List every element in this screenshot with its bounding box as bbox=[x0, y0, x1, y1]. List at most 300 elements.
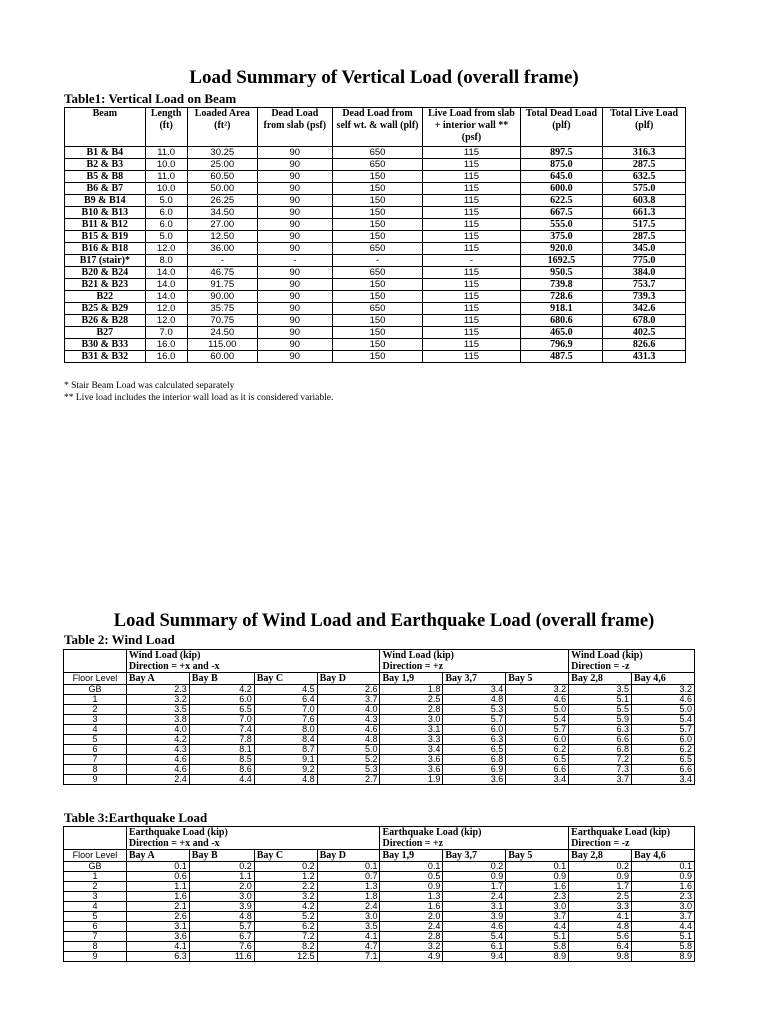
table1-cell: 150 bbox=[332, 207, 423, 219]
table3-value-cell: 3.1 bbox=[443, 902, 506, 912]
table2-value-cell: 3.2 bbox=[126, 695, 189, 705]
table1-cell: - bbox=[332, 255, 423, 267]
table3-value-cell: 6.4 bbox=[569, 942, 632, 952]
table2-value-cell: 3.2 bbox=[506, 685, 569, 695]
table3-value-cell: 5.1 bbox=[632, 932, 695, 942]
table1-row bbox=[65, 291, 686, 303]
table3-value-cell: 4.1 bbox=[569, 912, 632, 922]
table3-value-cell: 2.6 bbox=[126, 912, 189, 922]
table2-value-cell: 4.8 bbox=[443, 695, 506, 705]
table3-value-cell: 9.8 bbox=[569, 952, 632, 962]
table2-value-cell: 6.0 bbox=[632, 735, 695, 745]
table1-cell: 150 bbox=[332, 231, 423, 243]
table2-value-cell: 6.5 bbox=[632, 755, 695, 765]
table1-cell: 150 bbox=[332, 351, 423, 363]
table1-cell: 115 bbox=[423, 171, 520, 183]
table3-value-cell: 5.1 bbox=[506, 932, 569, 942]
table1-cell: 465.0 bbox=[520, 327, 603, 339]
table1-cell: 46.75 bbox=[187, 267, 257, 279]
table1-cell: 25.00 bbox=[187, 159, 257, 171]
table2-value-cell: 6.5 bbox=[506, 755, 569, 765]
table1-cell: 90 bbox=[258, 315, 333, 327]
table1-cell: 30.25 bbox=[187, 147, 257, 159]
table1-cell: 753.7 bbox=[603, 279, 686, 291]
table3-value-cell: 0.9 bbox=[569, 872, 632, 882]
table3-value-cell: 2.1 bbox=[126, 902, 189, 912]
table2-bay-row bbox=[64, 673, 695, 685]
table1-cell: 60.00 bbox=[187, 351, 257, 363]
table2-floor-cell: 5 bbox=[64, 735, 127, 745]
table3-value-cell: 4.8 bbox=[189, 912, 254, 922]
table1-cell: 115 bbox=[423, 243, 520, 255]
table3-value-cell: 4.9 bbox=[380, 952, 443, 962]
table1-cell: 150 bbox=[332, 279, 423, 291]
table1-cell: 728.6 bbox=[520, 291, 603, 303]
table3-value-cell: 8.9 bbox=[632, 952, 695, 962]
table2-value-cell: 7.0 bbox=[254, 705, 317, 715]
table1-cell: 115 bbox=[423, 315, 520, 327]
table3-bay-header: Bay 1,9 bbox=[380, 850, 443, 862]
table1-cell: 115 bbox=[423, 159, 520, 171]
table1-cell: 402.5 bbox=[603, 327, 686, 339]
table1-cell: - bbox=[258, 255, 333, 267]
table1-cell: 661.3 bbox=[603, 207, 686, 219]
table3-row bbox=[64, 862, 695, 872]
table3-value-cell: 12.5 bbox=[254, 952, 317, 962]
table2-value-cell: 5.1 bbox=[569, 695, 632, 705]
table3-value-cell: 2.4 bbox=[443, 892, 506, 902]
table3-floor-cell: 9 bbox=[64, 952, 127, 962]
table1-cell: B15 & B19 bbox=[65, 231, 146, 243]
table3-row bbox=[64, 952, 695, 962]
table2-value-cell: 2.5 bbox=[380, 695, 443, 705]
table1-cell: 645.0 bbox=[520, 171, 603, 183]
table1-cell: 650 bbox=[332, 303, 423, 315]
table3-row bbox=[64, 882, 695, 892]
table3-bay-header: Bay 2,8 bbox=[569, 850, 632, 862]
table2-value-cell: 3.7 bbox=[317, 695, 380, 705]
table1-cell: 342.6 bbox=[603, 303, 686, 315]
table3-value-cell: 5.4 bbox=[443, 932, 506, 942]
table2-value-cell: 6.0 bbox=[189, 695, 254, 705]
table3-value-cell: 1.7 bbox=[443, 882, 506, 892]
table1-cell: 115 bbox=[423, 303, 520, 315]
table3-value-cell: 3.6 bbox=[126, 932, 189, 942]
table3-value-cell: 6.7 bbox=[189, 932, 254, 942]
table1-cell: 91.75 bbox=[187, 279, 257, 291]
table1-cell: 487.5 bbox=[520, 351, 603, 363]
table3-value-cell: 1.3 bbox=[380, 892, 443, 902]
header-live-load: Live Load from slab + interior wall **(psf) bbox=[423, 108, 520, 147]
table1-row bbox=[65, 171, 686, 183]
table1-cell: 90 bbox=[258, 231, 333, 243]
table1-cell: 600.0 bbox=[520, 183, 603, 195]
table2-value-cell: 6.0 bbox=[506, 735, 569, 745]
table1-cell: B16 & B18 bbox=[65, 243, 146, 255]
table3-value-cell: 5.2 bbox=[254, 912, 317, 922]
table1-cell: 90 bbox=[258, 327, 333, 339]
table1-cell: 115 bbox=[423, 339, 520, 351]
table3-corner bbox=[64, 827, 127, 850]
table1-row bbox=[65, 147, 686, 159]
table3-row bbox=[64, 892, 695, 902]
table1-cell: 12.0 bbox=[145, 315, 187, 327]
table3-value-cell: 9.4 bbox=[443, 952, 506, 962]
table2-value-cell: 6.3 bbox=[569, 725, 632, 735]
table1-cell: B26 & B28 bbox=[65, 315, 146, 327]
table3-value-cell: 8.9 bbox=[506, 952, 569, 962]
table3-value-cell: 0.1 bbox=[632, 862, 695, 872]
table3-row bbox=[64, 922, 695, 932]
table1-cell: 287.5 bbox=[603, 159, 686, 171]
table3-value-cell: 4.6 bbox=[443, 922, 506, 932]
table1-row bbox=[65, 303, 686, 315]
table3-value-cell: 0.7 bbox=[317, 872, 380, 882]
table2-row bbox=[64, 685, 695, 695]
table2-bay-header: Bay 3,7 bbox=[443, 673, 506, 685]
live-load-note: ** Live load includes the interior wall load as it is considered variable. bbox=[64, 393, 334, 403]
table1-cell: B25 & B29 bbox=[65, 303, 146, 315]
table2-value-cell: 2.7 bbox=[317, 775, 380, 785]
table1-cell: 90 bbox=[258, 279, 333, 291]
table1-cell: 555.0 bbox=[520, 219, 603, 231]
table3-value-cell: 7.2 bbox=[254, 932, 317, 942]
table2-value-cell: 5.4 bbox=[632, 715, 695, 725]
table1-caption: Table1: Vertical Load on Beam bbox=[64, 91, 237, 106]
table3-value-cell: 2.2 bbox=[254, 882, 317, 892]
table2-value-cell: 8.4 bbox=[254, 735, 317, 745]
table1-cell: 115 bbox=[423, 219, 520, 231]
wind-load-table bbox=[63, 649, 695, 785]
table3-value-cell: 0.2 bbox=[569, 862, 632, 872]
table3-body bbox=[64, 862, 695, 962]
table3-value-cell: 3.2 bbox=[380, 942, 443, 952]
table1-cell: 10.0 bbox=[145, 159, 187, 171]
table3-value-cell: 6.3 bbox=[126, 952, 189, 962]
table1-cell: B21 & B23 bbox=[65, 279, 146, 291]
table1-cell: 6.0 bbox=[145, 207, 187, 219]
table3-value-cell: 0.2 bbox=[254, 862, 317, 872]
table3-value-cell: 3.0 bbox=[506, 902, 569, 912]
table2-value-cell: 5.3 bbox=[317, 765, 380, 775]
table2-value-cell: 8.7 bbox=[254, 745, 317, 755]
table3-value-cell: 0.6 bbox=[126, 872, 189, 882]
table1-cell: 150 bbox=[332, 291, 423, 303]
table2-value-cell: 3.7 bbox=[569, 775, 632, 785]
table1-cell: 150 bbox=[332, 219, 423, 231]
table1-cell: 35.75 bbox=[187, 303, 257, 315]
table2-value-cell: 5.7 bbox=[506, 725, 569, 735]
table1-cell: 6.0 bbox=[145, 219, 187, 231]
table1-row bbox=[65, 195, 686, 207]
table3-row bbox=[64, 872, 695, 882]
table2-value-cell: 6.5 bbox=[189, 705, 254, 715]
table1-cell: 14.0 bbox=[145, 267, 187, 279]
table1-cell: 5.0 bbox=[145, 231, 187, 243]
table3-bay-header: Bay D bbox=[317, 850, 380, 862]
table3-value-cell: 3.5 bbox=[317, 922, 380, 932]
table2-value-cell: 4.5 bbox=[254, 685, 317, 695]
table1-row bbox=[65, 231, 686, 243]
table2-row bbox=[64, 705, 695, 715]
table2-value-cell: 4.0 bbox=[317, 705, 380, 715]
table3-value-cell: 1.6 bbox=[506, 882, 569, 892]
table1-cell: 775.0 bbox=[603, 255, 686, 267]
table2-value-cell: 2.8 bbox=[380, 705, 443, 715]
table1-cell: 14.0 bbox=[145, 279, 187, 291]
table1-cell: 920.0 bbox=[520, 243, 603, 255]
table1-cell: 115 bbox=[423, 183, 520, 195]
table1-cell: 632.5 bbox=[603, 171, 686, 183]
title-wind-earthquake: Load Summary of Wind Load and Earthquake Load (overall frame) bbox=[113, 611, 655, 631]
table3-value-cell: 5.8 bbox=[632, 942, 695, 952]
table3-value-cell: 0.1 bbox=[380, 862, 443, 872]
table3-group-x: Earthquake Load (kip) Direction = +x and -x bbox=[126, 827, 380, 850]
table1-row bbox=[65, 315, 686, 327]
table3-value-cell: 3.7 bbox=[632, 912, 695, 922]
table2-value-cell: 3.4 bbox=[506, 775, 569, 785]
table1-cell: 90 bbox=[258, 195, 333, 207]
table2-value-cell: 5.9 bbox=[569, 715, 632, 725]
table1-cell: B11 & B12 bbox=[65, 219, 146, 231]
table2-bay-header: Bay A bbox=[126, 673, 189, 685]
table2-floor-cell: 2 bbox=[64, 705, 127, 715]
table2-floor-cell: 8 bbox=[64, 765, 127, 775]
table3-value-cell: 0.9 bbox=[632, 872, 695, 882]
table3-bay-header: Bay 5 bbox=[506, 850, 569, 862]
table2-value-cell: 5.7 bbox=[443, 715, 506, 725]
table2-value-cell: 6.4 bbox=[254, 695, 317, 705]
table2-bay-header: Bay 2,8 bbox=[569, 673, 632, 685]
table2-floor-cell: GB bbox=[64, 685, 127, 695]
table1-header-row bbox=[65, 108, 686, 147]
table1-cell: 10.0 bbox=[145, 183, 187, 195]
table3-row bbox=[64, 932, 695, 942]
title-vertical-load: Load Summary of Vertical Load (overall frame) bbox=[189, 67, 579, 88]
table2-value-cell: 3.6 bbox=[380, 765, 443, 775]
table2-value-cell: 3.6 bbox=[443, 775, 506, 785]
table3-floor-cell: 8 bbox=[64, 942, 127, 952]
table1-cell: 650 bbox=[332, 147, 423, 159]
table1-cell: B30 & B33 bbox=[65, 339, 146, 351]
table3-value-cell: 1.6 bbox=[632, 882, 695, 892]
table3-value-cell: 2.5 bbox=[569, 892, 632, 902]
table1-cell: 897.5 bbox=[520, 147, 603, 159]
table3-value-cell: 2.3 bbox=[632, 892, 695, 902]
table3-value-cell: 0.9 bbox=[443, 872, 506, 882]
table2-value-cell: 5.0 bbox=[506, 705, 569, 715]
table1-row bbox=[65, 183, 686, 195]
table1-cell: 70.75 bbox=[187, 315, 257, 327]
vertical-load-table bbox=[64, 107, 686, 363]
table1-cell: 11.0 bbox=[145, 147, 187, 159]
table1-cell: 11.0 bbox=[145, 171, 187, 183]
table2-floor-cell: 3 bbox=[64, 715, 127, 725]
table1-cell: 90 bbox=[258, 183, 333, 195]
table3-group-nz: Earthquake Load (kip) Direction = -z bbox=[569, 827, 695, 850]
table1-cell: 115 bbox=[423, 147, 520, 159]
table3-value-cell: 8.2 bbox=[254, 942, 317, 952]
table2-value-cell: 6.6 bbox=[506, 765, 569, 775]
table1-cell: 650 bbox=[332, 159, 423, 171]
table2-value-cell: 8.5 bbox=[189, 755, 254, 765]
table1-cell: 431.3 bbox=[603, 351, 686, 363]
table3-value-cell: 0.1 bbox=[126, 862, 189, 872]
table1-cell: B17 (stair)* bbox=[65, 255, 146, 267]
table1-cell: 287.5 bbox=[603, 231, 686, 243]
table2-value-cell: 3.6 bbox=[380, 755, 443, 765]
table1-cell: 316.3 bbox=[603, 147, 686, 159]
table3-bay-header: Bay A bbox=[126, 850, 189, 862]
table1-cell: 90 bbox=[258, 339, 333, 351]
table1-cell: B31 & B32 bbox=[65, 351, 146, 363]
header-length: Length (ft) bbox=[145, 108, 187, 147]
table3-value-cell: 1.2 bbox=[254, 872, 317, 882]
table2-value-cell: 8.6 bbox=[189, 765, 254, 775]
table1-cell: 826.6 bbox=[603, 339, 686, 351]
table1-cell: 517.5 bbox=[603, 219, 686, 231]
table1-cell: 739.3 bbox=[603, 291, 686, 303]
table3-value-cell: 2.8 bbox=[380, 932, 443, 942]
table2-row bbox=[64, 755, 695, 765]
table1-row bbox=[65, 351, 686, 363]
table3-value-cell: 3.3 bbox=[569, 902, 632, 912]
table2-value-cell: 6.8 bbox=[569, 745, 632, 755]
table2-value-cell: 7.0 bbox=[189, 715, 254, 725]
table2-value-cell: 6.2 bbox=[632, 745, 695, 755]
table2-value-cell: 4.4 bbox=[189, 775, 254, 785]
table2-value-cell: 7.4 bbox=[189, 725, 254, 735]
table1-cell: - bbox=[187, 255, 257, 267]
table1-cell: 8.0 bbox=[145, 255, 187, 267]
table2-value-cell: 3.1 bbox=[380, 725, 443, 735]
table3-bay-header: Bay B bbox=[189, 850, 254, 862]
table3-value-cell: 6.1 bbox=[443, 942, 506, 952]
table1-cell: 90 bbox=[258, 147, 333, 159]
table1-cell: 16.0 bbox=[145, 351, 187, 363]
header-loaded-area: Loaded Area (ft²) bbox=[187, 108, 257, 147]
table1-row bbox=[65, 255, 686, 267]
table3-value-cell: 0.9 bbox=[380, 882, 443, 892]
table1-cell: 90 bbox=[258, 291, 333, 303]
table3-value-cell: 3.7 bbox=[506, 912, 569, 922]
table2-value-cell: 3.2 bbox=[632, 685, 695, 695]
table1-cell: 90 bbox=[258, 243, 333, 255]
table2-value-cell: 2.3 bbox=[126, 685, 189, 695]
table2-bay-header: Bay 5 bbox=[506, 673, 569, 685]
table1-cell: 115.00 bbox=[187, 339, 257, 351]
table2-value-cell: 9.2 bbox=[254, 765, 317, 775]
table1-cell: B2 & B3 bbox=[65, 159, 146, 171]
table2-row bbox=[64, 725, 695, 735]
table2-value-cell: 5.0 bbox=[317, 745, 380, 755]
table1-cell: 5.0 bbox=[145, 195, 187, 207]
table3-value-cell: 1.1 bbox=[126, 882, 189, 892]
table1-cell: 50.00 bbox=[187, 183, 257, 195]
table1-cell: 650 bbox=[332, 243, 423, 255]
header-total-live: Total Live Load (plf) bbox=[603, 108, 686, 147]
table1-cell: 950.5 bbox=[520, 267, 603, 279]
header-total-dead: Total Dead Load (plf) bbox=[520, 108, 603, 147]
table3-value-cell: 1.6 bbox=[126, 892, 189, 902]
table2-floor-cell: 7 bbox=[64, 755, 127, 765]
table2-value-cell: 3.4 bbox=[632, 775, 695, 785]
table2-group-row bbox=[64, 650, 695, 673]
table1-cell: 90 bbox=[258, 303, 333, 315]
table3-value-cell: 3.9 bbox=[443, 912, 506, 922]
table1-cell: B22 bbox=[65, 291, 146, 303]
table1-cell: 115 bbox=[423, 267, 520, 279]
table1-cell: 150 bbox=[332, 315, 423, 327]
table3-value-cell: 0.1 bbox=[506, 862, 569, 872]
table2-value-cell: 4.6 bbox=[632, 695, 695, 705]
table2-value-cell: 5.3 bbox=[443, 705, 506, 715]
table3-value-cell: 7.6 bbox=[189, 942, 254, 952]
table1-cell: 7.0 bbox=[145, 327, 187, 339]
table2-value-cell: 8.0 bbox=[254, 725, 317, 735]
table2-value-cell: 4.6 bbox=[126, 755, 189, 765]
table3-value-cell: 2.4 bbox=[317, 902, 380, 912]
table1-cell: 115 bbox=[423, 231, 520, 243]
table1-cell: 115 bbox=[423, 195, 520, 207]
table3-value-cell: 5.7 bbox=[189, 922, 254, 932]
table1-cell: 90 bbox=[258, 159, 333, 171]
table3-floor-cell: 1 bbox=[64, 872, 127, 882]
table1-row bbox=[65, 267, 686, 279]
table3-value-cell: 4.8 bbox=[569, 922, 632, 932]
table3-bay-header: Bay C bbox=[254, 850, 317, 862]
table2-value-cell: 4.3 bbox=[317, 715, 380, 725]
table2-value-cell: 7.2 bbox=[569, 755, 632, 765]
table3-group-row bbox=[64, 827, 695, 850]
table3-value-cell: 4.2 bbox=[254, 902, 317, 912]
table1-cell: 26.25 bbox=[187, 195, 257, 207]
table2-value-cell: 8.1 bbox=[189, 745, 254, 755]
table2-bay-header: Bay D bbox=[317, 673, 380, 685]
table2-value-cell: 3.5 bbox=[126, 705, 189, 715]
table3-floor-cell: 2 bbox=[64, 882, 127, 892]
table1-cell: B5 & B8 bbox=[65, 171, 146, 183]
table2-value-cell: 3.4 bbox=[380, 745, 443, 755]
table3-value-cell: 3.1 bbox=[126, 922, 189, 932]
table3-floor-cell: 3 bbox=[64, 892, 127, 902]
table1-cell: 12.0 bbox=[145, 243, 187, 255]
table2-floor-header: Floor Level bbox=[64, 673, 127, 685]
table1-cell: 90 bbox=[258, 267, 333, 279]
table3-value-cell: 1.6 bbox=[380, 902, 443, 912]
table3-value-cell: 5.6 bbox=[569, 932, 632, 942]
table2-value-cell: 3.4 bbox=[443, 685, 506, 695]
table1-cell: B20 & B24 bbox=[65, 267, 146, 279]
table2-value-cell: 5.0 bbox=[632, 705, 695, 715]
table1-cell: B10 & B13 bbox=[65, 207, 146, 219]
table2-bay-header: Bay B bbox=[189, 673, 254, 685]
table1-cell: 875.0 bbox=[520, 159, 603, 171]
table3-floor-cell: 4 bbox=[64, 902, 127, 912]
table3-value-cell: 0.2 bbox=[443, 862, 506, 872]
table1-row bbox=[65, 279, 686, 291]
table1-row bbox=[65, 327, 686, 339]
table1-cell: 115 bbox=[423, 291, 520, 303]
table2-value-cell: 7.8 bbox=[189, 735, 254, 745]
table1-cell: 345.0 bbox=[603, 243, 686, 255]
table1-cell: 90 bbox=[258, 171, 333, 183]
table2-value-cell: 3.5 bbox=[569, 685, 632, 695]
table1-cell: 60.50 bbox=[187, 171, 257, 183]
table2-row bbox=[64, 745, 695, 755]
header-beam: Beam bbox=[65, 108, 146, 147]
table2-floor-cell: 9 bbox=[64, 775, 127, 785]
